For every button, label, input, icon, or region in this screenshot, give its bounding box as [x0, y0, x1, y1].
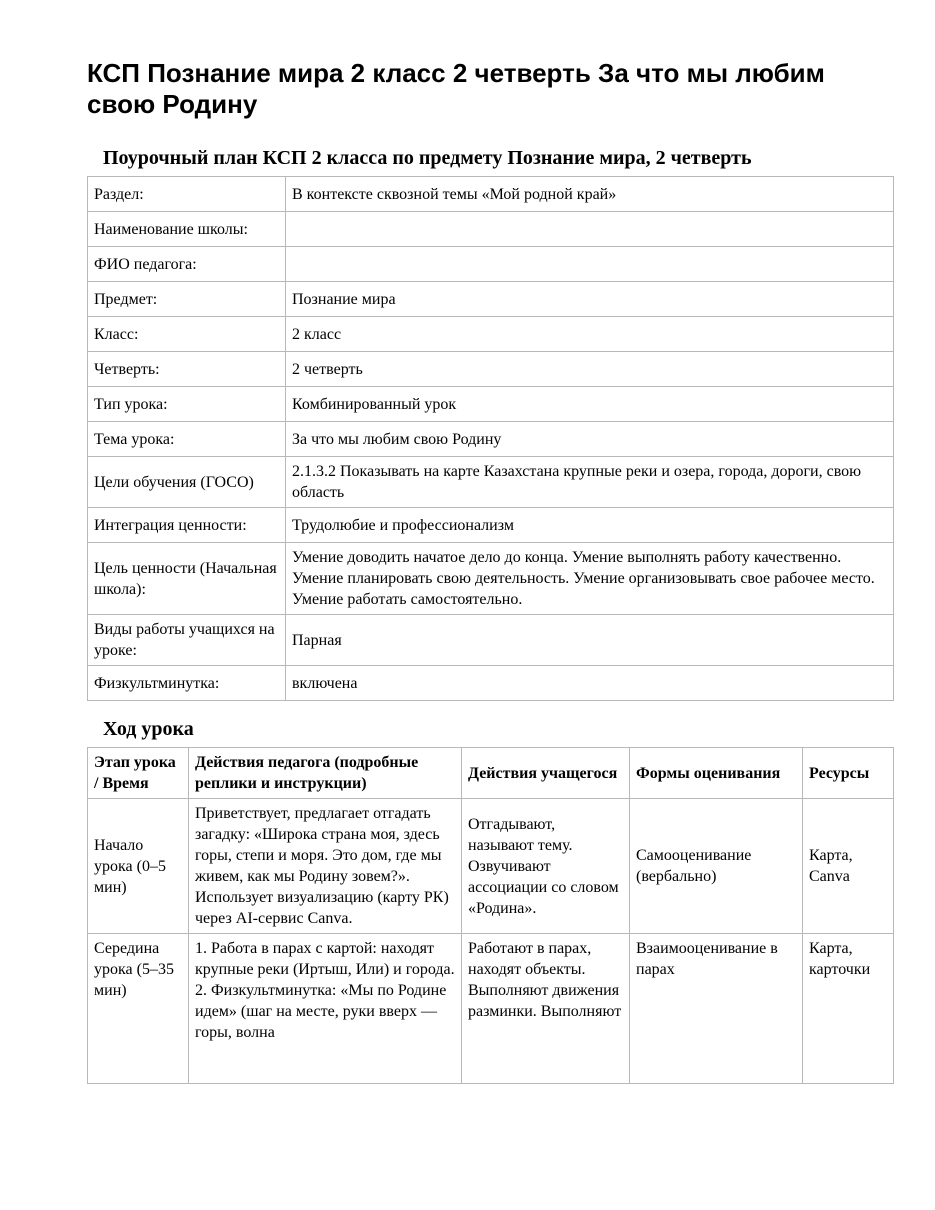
info-value: 2.1.3.2 Показывать на карте Казахстана крупные реки и озера, города, дороги, свою область: [286, 457, 894, 508]
document-page: [87, 58, 893, 1084]
lesson-heading: Ход урока: [103, 718, 194, 740]
info-row: [88, 282, 894, 317]
info-label: Тема урока:: [88, 422, 286, 457]
info-row: [88, 666, 894, 701]
info-value: За что мы любим свою Родину: [286, 422, 894, 457]
col-student: Действия учащегося: [462, 748, 630, 799]
info-label: Класс:: [88, 317, 286, 352]
col-resources: Ресурсы: [803, 748, 894, 799]
info-label: Наименование школы:: [88, 212, 286, 247]
lesson-resources: Карта, карточки: [809, 940, 871, 978]
info-value: [286, 212, 894, 247]
info-label: Тип урока:: [88, 387, 286, 422]
lesson-teacher: Приветствует, предлагает отгадать загадку: «Широка страна моя, здесь горы, степи и моря. Это дом, где мы живем, как мы Родину зовем?». Использует визуализацию (карту РК) через AI-сервис Canva.: [189, 799, 462, 934]
info-value: В контексте сквозной темы «Мой родной край»: [286, 177, 894, 212]
info-label: Цель ценности (Начальная школа):: [88, 543, 286, 615]
info-row: [88, 508, 894, 543]
info-value: Парная: [286, 615, 894, 666]
info-label: Виды работы учащихся на уроке:: [88, 615, 286, 666]
lesson-table: [87, 747, 894, 1084]
lesson-header-row: [88, 748, 894, 799]
col-teacher: Действия педагога (подробные реплики и инструкции): [189, 748, 462, 799]
lesson-teacher: 1. Работа в парах с картой: находят крупные реки (Иртыш, Или) и города. 2. Физкультминутка: «Мы по Родине идем» (шаг на месте, руки вверх — горы, волна: [195, 940, 455, 1041]
plan-heading: Поурочный план КСП 2 класса по предмету Познание мира, 2 четверть: [103, 147, 752, 169]
info-row: [88, 177, 894, 212]
lesson-student: Работают в парах, находят объекты. Выполняют движения разминки. Выполняют: [468, 940, 622, 1020]
info-label: Физкультминутка:: [88, 666, 286, 701]
info-row: [88, 543, 894, 615]
info-row: [88, 457, 894, 508]
info-label: Цели обучения (ГОСО): [88, 457, 286, 508]
lesson-stage: Середина урока (5–35 мин): [94, 940, 174, 999]
info-label: Предмет:: [88, 282, 286, 317]
info-value: Трудолюбие и профессионализм: [286, 508, 894, 543]
info-label: ФИО педагога:: [88, 247, 286, 282]
info-value: Комбинированный урок: [286, 387, 894, 422]
info-row: [88, 352, 894, 387]
col-assessment: Формы оценивания: [630, 748, 803, 799]
info-value: 2 класс: [286, 317, 894, 352]
info-value: [286, 247, 894, 282]
lesson-student: Отгадывают, называют тему. Озвучивают ассоциации со словом «Родина».: [462, 799, 630, 934]
document-title: КСП Познание мира 2 класс 2 четверть За что мы любим свою Родину: [87, 58, 825, 119]
lesson-resources: Карта, Canva: [803, 799, 894, 934]
info-label: Четверть:: [88, 352, 286, 387]
lesson-row-middle: [88, 934, 894, 1084]
info-row: [88, 212, 894, 247]
info-row: [88, 615, 894, 666]
info-value: 2 четверть: [286, 352, 894, 387]
info-label: Раздел:: [88, 177, 286, 212]
info-row: [88, 387, 894, 422]
info-row: [88, 247, 894, 282]
info-row: [88, 422, 894, 457]
info-value: включена: [286, 666, 894, 701]
info-value: Умение доводить начатое дело до конца. Умение выполнять работу качественно. Умение планировать свою деятельность. Умение организовывать свое рабочее место. Умение работать самостоятельно.: [286, 543, 894, 615]
info-value: Познание мира: [286, 282, 894, 317]
info-row: [88, 317, 894, 352]
lesson-stage: Начало урока (0–5 мин): [88, 799, 189, 934]
lesson-assessment: Взаимооценивание в парах: [636, 940, 778, 978]
info-table: [87, 176, 894, 701]
col-stage: Этап урока / Время: [88, 748, 189, 799]
lesson-row-start: [88, 799, 894, 934]
info-label: Интеграция ценности:: [88, 508, 286, 543]
lesson-assessment: Самооценивание (вербально): [630, 799, 803, 934]
